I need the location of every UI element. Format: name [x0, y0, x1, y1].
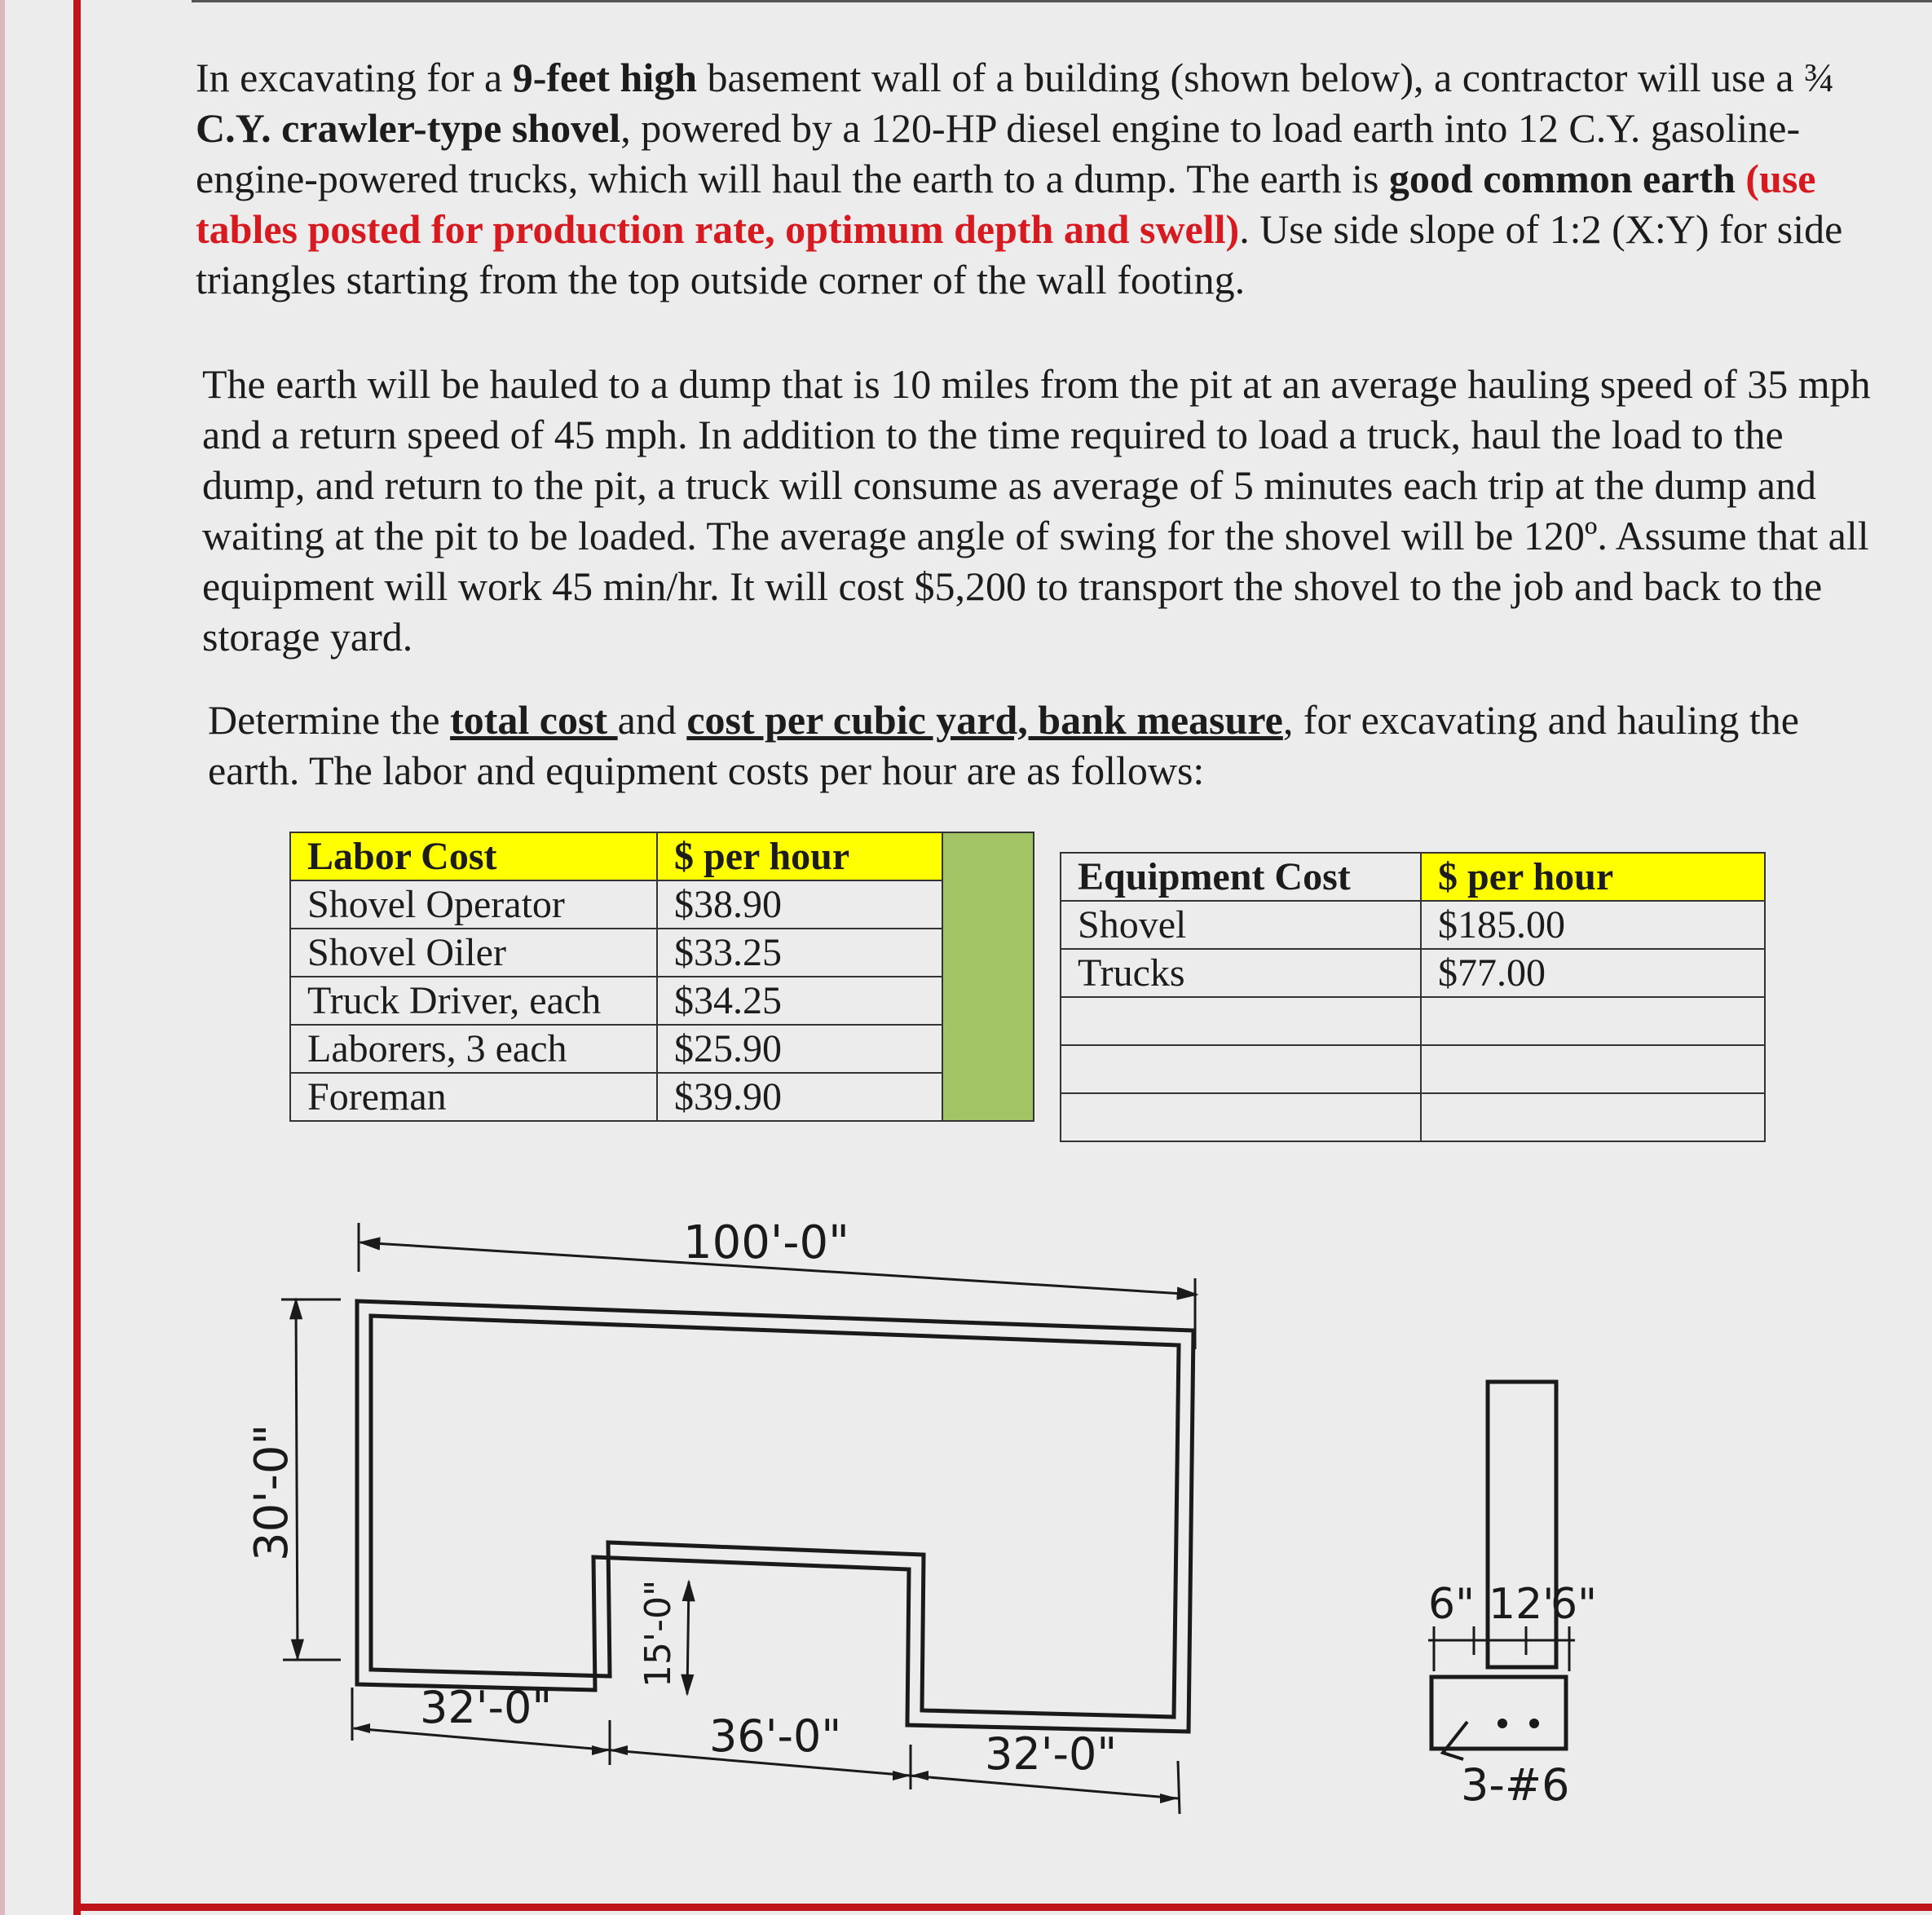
equipment-header-rate: $ per hour — [1421, 853, 1765, 901]
rebar-dot — [1498, 1719, 1507, 1728]
label-32ft-right: 32'-0" — [985, 1728, 1118, 1780]
label-15ft: 15'-0" — [637, 1579, 679, 1688]
section-dim-right: 6" — [1550, 1580, 1598, 1629]
labor-rate: $39.90 — [657, 1073, 942, 1121]
labor-item: Shovel Operator — [290, 880, 657, 929]
problem-paragraph-2: The earth will be hauled to a dump that is 10 miles from the pit at an average hauling speed of 35 mph and a return speed of 45 mph. In addition to the time required to load a truck, haul the load to the dump, and return to the pit, a truck will consume as average of 5 minutes each trip at the dump and waiting at the pit to be loaded. The average angle of swing for the shovel will be 120º. Assume that all equipment will work 45 min/hr. It will cost $5,200 to transport the shovel to the job and back to the storage yard. — [202, 361, 1871, 660]
p1-bold-earth: good common earth — [1388, 156, 1736, 201]
plan-outline-inner — [371, 1316, 1179, 1717]
p1-text-4: . Use side slope of 1:2 (X:Y) for side triangles starting from the top outside corner of the wall footing. — [196, 206, 1843, 302]
labor-header-name: Labor Cost — [290, 832, 657, 880]
equipment-rate: $185.00 — [1421, 901, 1765, 949]
rebar-leader — [1443, 1722, 1467, 1759]
wall-footing-section — [1428, 1382, 1575, 1759]
labor-rate: $25.90 — [657, 1025, 942, 1073]
p1-text-3: , powered by a 120-HP diesel engine to load earth into 12 C.Y. gasoline-engine-powered trucks, which will haul the earth to a dump. The earth is — [196, 105, 1801, 201]
rebar-label: 3-#6 — [1461, 1759, 1570, 1811]
label-32ft-left: 32'-0" — [420, 1682, 553, 1733]
labor-item: Truck Driver, each — [290, 977, 657, 1025]
dim-line-15ft — [687, 1582, 689, 1694]
p3-underline-cost-per-cy: cost per cubic yard, bank measure — [686, 697, 1283, 743]
equipment-item: Shovel — [1061, 901, 1421, 949]
labor-rate: $34.25 — [657, 977, 942, 1025]
labor-item: Foreman — [290, 1073, 657, 1121]
p1-text-2: basement wall of a building (shown below), a contractor will use a ¾ — [697, 55, 1835, 100]
rebar-dots — [1498, 1719, 1539, 1728]
dim-tick-d — [1178, 1761, 1180, 1814]
label-36ft: 36'-0" — [709, 1710, 842, 1762]
rebar-dot — [1529, 1719, 1539, 1728]
plan-outline-outer — [357, 1301, 1193, 1732]
equipment-rate: $77.00 — [1421, 949, 1765, 997]
label-30ft: 30'-0" — [245, 1423, 298, 1561]
labor-item: Laborers, 3 each — [290, 1025, 657, 1073]
p3-text-1: Determine the — [208, 697, 451, 743]
p1-bold-shovel: C.Y. crawler-type shovel — [196, 105, 621, 151]
label-100ft: 100'-0" — [683, 1216, 849, 1269]
footing — [1431, 1677, 1566, 1749]
p3-underline-total-cost: total cost — [450, 697, 618, 743]
p3-text-3: , for excavating and hauling the earth. The labor and equipment costs per hour are as follows: — [208, 697, 1799, 793]
p1-bold-wall-height: 9-feet high — [512, 55, 698, 100]
p1-red-instruction: (use tables posted for production rate, optimum depth and swell) — [196, 156, 1816, 252]
labor-rate: $38.90 — [657, 880, 942, 929]
equipment-item: Trucks — [1061, 949, 1421, 997]
section-dim-mid: 12" — [1489, 1580, 1563, 1629]
p3-text-2: and — [617, 697, 687, 743]
labor-header-rate: $ per hour — [657, 832, 942, 880]
section-dim-left: 6" — [1428, 1580, 1475, 1629]
labor-rate: $33.25 — [657, 929, 942, 977]
labor-item: Shovel Oiler — [290, 929, 657, 977]
p1-text-1: In excavating for a — [196, 55, 513, 100]
equipment-header-name: Equipment Cost — [1061, 853, 1421, 901]
